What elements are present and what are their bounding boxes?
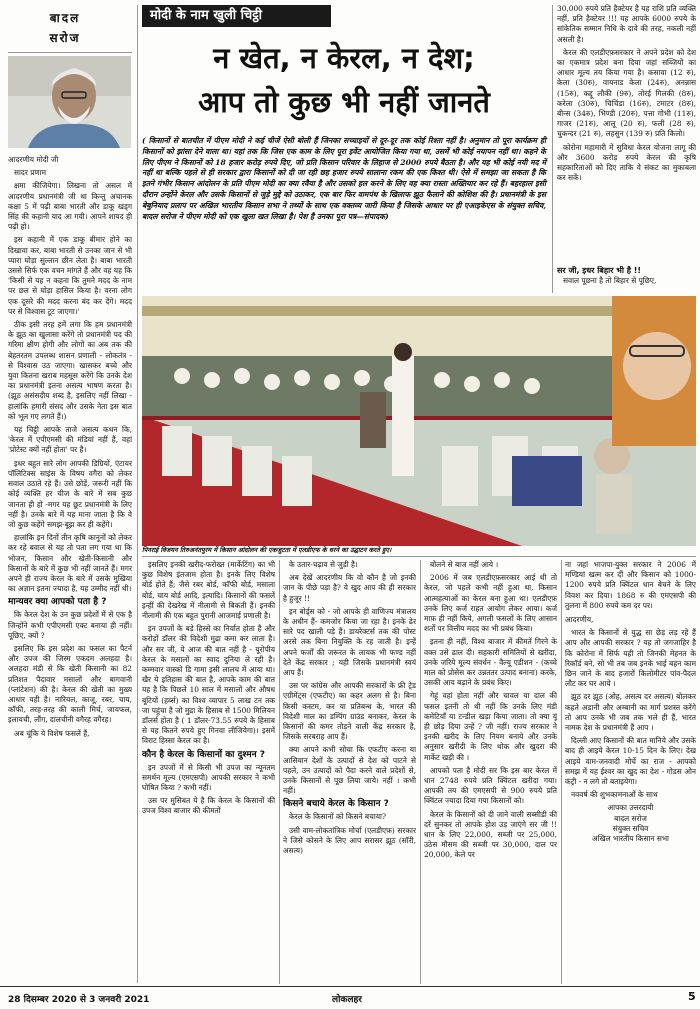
protest-stage-image	[142, 296, 696, 546]
column-4	[424, 560, 557, 984]
photo-caption: पिनराई विजयन तिरुअनंतपुरम में किसान आंदोलन की एकजुटता में एलडीएफ के धरने का उद्घाटन करते हुए।	[142, 546, 392, 554]
paragraph: नववर्ष की शुभकामनाओं के साथ	[571, 790, 658, 800]
paragraph: इन बोर्ड्स को - जो आपके ही वाणिज्य मंत्रालय के अधीन हैं- कमजोर किया जा रहा है। इनके ढेर सारे पद खाली पड़े हैं। डायरेक्टर्स तक की पोस्ट अरसे तक बिना नियुक्ति के रह जाती है। इन्हें अपने फर्जों की जरूरत के लायक भी फण्ड नहीं देते केंद्र सरकार ; यही जिसके प्रधानमंत्री स्वयं आप हैं।	[283, 606, 416, 678]
paragraph: झूठ दर झूठ (ओह, असत्य दर असत्य) बोलकर कहते अडानी और अम्बानी का मार्ग प्रशस्त करेंगे तो आप उनके भी जब तक भले ही हैं, भारत नामक देश के प्रधानमंत्री हैं आप ।	[565, 692, 696, 733]
section-banner: मोदी के नाम खुली चिट्ठी	[142, 5, 331, 27]
paragraph: 30,000 रुपये प्रति हैक्टेयर है यह राशि प्रति व्यक्ति नहीं, प्रति हैक्टेयर !!! यह आपके 6000 रुपये के सांकेतिक सम्मान निधि के दावे की तरह, नकली नहीं असली है।	[557, 4, 696, 44]
author-name-line2: सरोज	[49, 31, 81, 45]
section-heading: सर जी, इधर बिहार भी है !!	[557, 266, 642, 275]
section-heading: कौन है केरल के किसानों का दुश्मन ?	[142, 749, 265, 760]
signoff-line: अखिल भारतीय किसान सभा	[592, 834, 669, 844]
paragraph: क्या आपने कभी सोचा कि एफटीए करना या आसियान देशों के उत्पादों से देश को पाटने से पहले, उन उत्पादों को पैदा करने वाले प्रदेशों से, उनके किसानों से पूछ लिया जाये। नहीं । कभी नहीं।	[283, 745, 416, 796]
author-photo	[8, 56, 131, 148]
paragraph: इधर बहुत सारे लोग आपकी डिग्रियों, एंटायर पॉलिटिक्स साइंस के विषय वगैरा को लेकर सवाल उठाते रहे हैं। उसे छोड़ें, जरूरी नहीं कि कोई व्यक्ति हर चीज के बारे में सब कुछ जानता ही हो -मगर यह छूट प्रधानमंत्री के लिए नहीं है। उनके बारे में यह माना जाता है कि वे जो कुछ कहेंगे समझ-बूझ कर ही कहेंगे।	[8, 458, 132, 529]
editorial-intro: ( किसानों से बातचीत में पीएम मोदी ने कई चीजें ऐसी बोली हैं जिनका सच्चाइयों से दूर-दूर तक कोई रिश्ता नहीं है। अनुमान तो पूरा कार्यक्रम ही किसानों को झांसा देने वाला था। यहां तक कि जिस एक काम के लिए पूरा इवेंट आयोजित किया गया था, उसमें भी कोई नयापन नहीं था। कहने के लिए पीएम ने किसानों को 18 हजार करोड़ रुपये दिए, जो प्रति किसान परिवार के लिहाज से 2000 रुपये बैठता है। और यह भी कोई नयी मद में नहीं था बल्कि पहले से ही सरकार द्वारा किसानों को दी जा रही छह हजार रुपये सालाना रकम की एक किश्त थी। ऐसे में समझा जा सकता है कि इतने गंभीर किसान आंदोलन के प्रति पीएम मोदी का क्या रवैया है और उसको हल करने के लिए वह क्या रास्ता अख्तियार कर रहे हैं। बहरहाल इसी दौरान उन्होंने केरल और उसके किसानों से जुड़े मुद्दे को उठाकर, एक बार फिर वामपंथ के खिलाफ झूठ फैलाने की कोशिश की है। प्रधानमंत्री के इस बेबुनियाद प्रलाप पर अखिल भारतीय किसान सभा ने तथ्यों के साथ एक वक्तव्य जारी किया है जिसके आधार पर ही एआइकेएस के संयुक्त सचिव, बादल सरोज ने पीएम मोदी को एक खुला खत लिखा है। पेश है उनका पूरा पत्र—संपादक)	[142, 136, 546, 221]
signoff-line: संयुक्त सचिव	[612, 823, 649, 833]
column-3	[283, 560, 416, 984]
page-number: 5	[688, 990, 696, 1003]
author-name-line1: बादल	[49, 11, 81, 25]
paragraph: यह चिट्ठी आपके ताजे असत्य कथन कि, 'केरल में एपीएमसी की मंडियां नहीं हैं, वहां 'प्रोटेस्ट क्यों नहीं होता' पर है।	[8, 425, 132, 455]
paragraph: सवाल पूछना है तो बिहार से पूछिए,	[563, 276, 657, 285]
paragraph: बोलने से बाज नहीं आये ।	[430, 560, 499, 569]
column-2	[142, 560, 275, 984]
paragraph: आपको पता है मोदी सर कि इस बार केरल में धान 2748 रुपये प्रति क्विंटल खरीदा गया। आपकी तय की एमएसपी से 900 रुपये प्रति क्विंटल ज्यादा दिया गया किसानों को।	[424, 765, 557, 806]
author-portrait-image	[8, 56, 131, 148]
column-5-top	[557, 4, 696, 266]
paragraph: इतना ही नहीं, विश्व बाजार में कीमतें गिरने के वक्त उसे ढाल दी। सहकारी समितियों से खरीदा, उनके जरिये मूल्य संवर्धन - वैल्यू एडीशन - (कच्चे माल को प्रोसेस कर उन्नततर उत्पाद बनाना) करके, उसकी आय बढ़ाने के प्रबंध किए।	[424, 637, 557, 688]
paragraph: इस कहानी में एक डाकू बीमार होने का दिखावा कर, बाबा भारती से उनका जान से भी प्यारा घोड़ा सुल्तान छीन लेता है। बाबा भारती उससे सिर्फ एक वचन मांगते हैं और वह यह कि 'किसी से यह न कहना कि तुमने मदद के नाम पर छल से घोड़ा हासिल किया है। वरना लोग एक दूसरे की मदद करना बंद कर देंगे। मदद पर से विश्वास टूट जाएगा।'	[8, 235, 132, 316]
column-1	[8, 155, 132, 985]
paragraph: भारत के किसानों से युद्ध सा छेड़ लड़ रहे हैं आप और आपकी सरकार ? यह तो जगजाहिर है कि कोरोना में सिर्फ यही तो जिनकी मेहनत के रिकॉर्ड बने, सो भी तब जब इनके भाई बहन काम छिन जाने के बाद हजारों किलोमीटर पांव-पैदल लौट कर घर आये ।	[565, 628, 696, 689]
headline-line2: आप तो कुछ भी नहीं जानते	[198, 85, 490, 119]
signoff	[565, 803, 696, 844]
paragraph: गेहूं वहां होता नहीं और चावल या दाल की फसल इतनी तो थी नहीं कि उनके लिए मंडी कमेटियाँ या टन्डील खड़ा किया जाता। तो क्या यूं ही छोड़ दिया उन्हें ? जी नहीं। राज्य सरकार ने इनकी खरीद के लिए नियम बनाये और उनके अनुसार खरीदी के लिए थोक और खुदरा की मार्केट खड़ी की ।	[424, 691, 557, 762]
paragraph: केरल के किसानों को किसने बचाया?	[289, 812, 386, 822]
closing-greeting: आदरणीय,	[565, 615, 594, 625]
paragraph: इसलिए कि इस प्रदेश का फसल का पैटर्न और उपज की जिस्म एकदम अलहदा है। अलहदा मंडी से कि खेती किसानी का 82 प्रतिशत पैदावार मसालों और बागवानी (प्लांटेशन) की है। केरल की खेती का मुख्य आधार यही है। नारियल, काजू, रबर, चाय, कॉफी, तरह-तरह की काली मिर्च, जायफल, इलायची, लौंग, दालचीनी वगैरह वगैरह।	[8, 643, 132, 725]
signoff-name: बादल सरोज	[614, 813, 647, 823]
paragraph: उस पर मुसिबत ये है कि केरल के किसानों की उपज विश्व बाजार की कीमतों	[142, 796, 275, 816]
paragraph: उसी वाम-लोकतांत्रिक मोर्चा (एलडीएफ़) सरकार ने जिसे कोसने के लिए आप सरासर झूठ (सॉरी, असत्य)	[283, 825, 416, 856]
paragraph: क्षमा कीजियेगा। लिखना तो असल में आदरणीय प्रधानमंत्री जी था किन्तु अचानक कक्षा 5 में पढ़ी बाबा भारती और डाकू खड्ग सिंह की कहानी याद आ गयी। आपने शायद ही पढ़ी हो।	[8, 181, 132, 232]
section-heading: किसने बचाये केरल के किसान ?	[283, 799, 389, 810]
footer-rule	[0, 986, 700, 987]
letter-greeting: आदरणीय मोदी जी	[8, 155, 59, 164]
paragraph: हालांकि इन दिनों तीन कृषि कानूनों को लेकर कर रहे बवाल से यह तो पता लग गया था कि भोजन, किसान और खेती-किसानी और किसानों के बारे में कुछ भी नहीं जानते हैं। मगर अपने ही राज्य केरल के बारे में उसके मुखिया का अज्ञान इतना ज्यादा है, यह उम्मीद नहीं थी।	[8, 533, 132, 594]
paragraph: उस पर कांग्रेस और आपकी सरकारों के फ्री ट्रेड एग्रीमेंट्स (एफटीए) का कहर अलग से है। बिना किसी कस्टम, कर या प्रतिबन्ध के, भारत की विदेशी माल का डम्पिंग ग्राउंड बनाकर, केरल के किसानों की कमर तोड़ने वाली केंद्र सरकार है, जिसके सरबराह आप हैं।	[283, 681, 416, 742]
paragraph: केरल के किसानों को दी जाने वाली सब्सीडी की दरें सुनकर तो आपके होश उड़ जाएंगे सर जी !! धान के लिए 22,000, सब्जी पर 25,000, उठेस मौसम की सब्जी पर 30,000, दाल पर 20,000, केले पर	[424, 809, 557, 860]
paragraph: केरल की एलडीएफ़सरकार ने अपने प्रदेश को देश का एकमात्र प्रदेश बना दिया जहां सब्जियों का आधार मूल्य तय किया गया है। कसावा (12 रु), केला (30रु), वायनाड केला (24रु), अनन्नास (15रु), कद्दू लौकी (9रु), तोरई गिलकी (8रु), करेला (30रु), चिचिंडा (16रु), टमाटर (8रु), बीन्स (34रु), भिण्डी (20रु), पत्ता गोभी (11रु), गाजर (21रु), आलू (20 रु), फली (28 रु), चुकन्दर (21 रु), लहसुन (139 रु) प्रति किलो।	[557, 47, 696, 139]
author-byline	[10, 8, 120, 48]
column-5-bottom	[565, 560, 696, 984]
headline-line1: न खेत, न केरल, न देश;	[213, 41, 475, 75]
rally-photo	[142, 296, 696, 546]
section-heading: मान्यवर क्या आपको पता है ?	[8, 597, 107, 608]
signoff-line: आपका उत्तरदायी	[607, 803, 654, 813]
paragraph: इन उपजों के बड़े हिस्से का निर्यात होता है और करोड़ों डॉलर की विदेशी मुद्रा कमा कर लाता है। और सर जी, ये आज की बात नहीं है - यूरोपीय केरल के मसालों का स्वाद दुनिया ले रही है। कम्मवार वास्को डि गामा इसी लालच में आया था। खैर ये इतिहास की बात है, आपके काम की बात यह है कि पिछले 10 साल में मसालों और औषध बूटियों (हर्ब्स) का विश्व व्यापार 5 लाख टन तक जा पहुंचा है जो मुद्रा के हिसाब से 1500 मिलियन डॉलर्स होता है ( 1 डॉलर-73.55 रुपये के हिसाब से यह कितने रुपये हुए गिनवा लीजियेगा)। इसमें विराट हिस्सा केरल का है।	[142, 624, 275, 746]
paragraph: के उतार-चढ़ाव से जुड़ी है।	[289, 560, 358, 569]
paragraph: ठीक इसी तरह हमें लगा कि हम प्रधानमंत्री के झूठ का खुलासा करेंगे तो प्रधानमंत्री पद की गरिमा क्षीण होगी और लोगों का अब तक की बेहतरतम उपलब्ध शासन प्रणाली - लोकतंत्र - से विश्वास उठ जाएगा। खासकर बच्चे और युवा कितना खराब महसूस करेंगे कि उनके देश का प्रधानमंत्री इतना असत्य भाषण करता है। (झूठ असंसदीय शब्द है, इसलिए नहीं लिखा - हालांकि हमारी संसद और उसके नेता इस बात को भूल गए लगते हैं।)	[8, 320, 132, 421]
paragraph: दिल्ली आए किसानों की बात मानिये और उसके बाद ही आइये केरल 10-15 दिन के लिए। देख आइये वाम-जनवादी मोर्चे का राज - आपको समझ में यह ईश्वर का खुद का देश - गोडस ओन कंट्री - न लगे तो बताइयेगा।	[565, 736, 696, 787]
column-5-top-tail	[557, 266, 696, 294]
publication-name: लोकलहर	[332, 995, 362, 1005]
issue-date: 28 दिसम्बर 2020 से 3 जनवरी 2021	[8, 995, 150, 1005]
paragraph: इसलिए इनकी खरीद-फरोख्त (मार्केटिंग) का भी कुछ विशेष इंतजाम होता है। इनके लिए विशेष बोर्ड होते हैं; जैसे रबर बोर्ड, कॉफी बोर्ड, मसाला बोर्ड, चाय बोर्ड आदि, इत्यादि। किसानों की फसलें इन्हीं की देखरेख में नीलामी से बिकती हैं। इनकी नीलामी की एक बहुत पुरानी आजमाई प्रणाली है।	[142, 560, 275, 621]
headline	[142, 36, 546, 124]
paragraph: अब चूंकि ये विशेष फसलें हैं,	[14, 728, 90, 738]
paragraph: कोरोना महामारी में सुविधा केरल योजना लागू की और 3600 करोड़ रुपये केरल की कृषि सहकारिताओं को दिए ताकि वे संकट का मुकाबला कर सकें।	[557, 142, 696, 183]
paragraph: ना जहां भाजपा-युक्त सरकार ने 2006 में मण्डियां खत्म कर दीं और किसान को 1000-1200 रुपये प्रति क्विंटल धान बेचने के लिए विवश कर दिया। 1868 रु की एमएसपी की तुलना में 800 रुपये कम दर पर।	[565, 560, 696, 610]
paragraph: कि केरल देश के उन कुछ प्रदेशों में से एक है जिन्होंने कभी एपीएमसी एक्ट बनाया ही नहीं। पूछिए, क्यों ?	[8, 610, 132, 640]
paragraph: अब देखें आदरणीय कि वो कौन है जो इनकी जान के पीछे पड़ा है? ये खुद आप की ही सरकार है हुजूर !!	[283, 573, 416, 603]
letter-salutation: सादर प्रणाम	[14, 168, 47, 178]
paragraph: 2006 में जब एलडीएफ़सरकार आई थी तो केरल, जो पहले कभी नहीं हुआ था, किसान आत्महत्याओं का केरल बना हुआ था। एलडीएफ़ उनके लिए कर्ज राहत आयोग लेकर आया। कर्ज माफ़ ही नहीं किये, अगली फसलों के लिए आसान शर्तों पर वित्तीय मदद का भी प्रबंध किया।	[424, 573, 557, 634]
paragraph: इन उपजों में से किसी भी उपज का न्यूनतम समर्थन मूल्य (एमएसपी) आपकी सरकार ने कभी घोषित किया ? कभी नहीं।	[142, 762, 275, 793]
